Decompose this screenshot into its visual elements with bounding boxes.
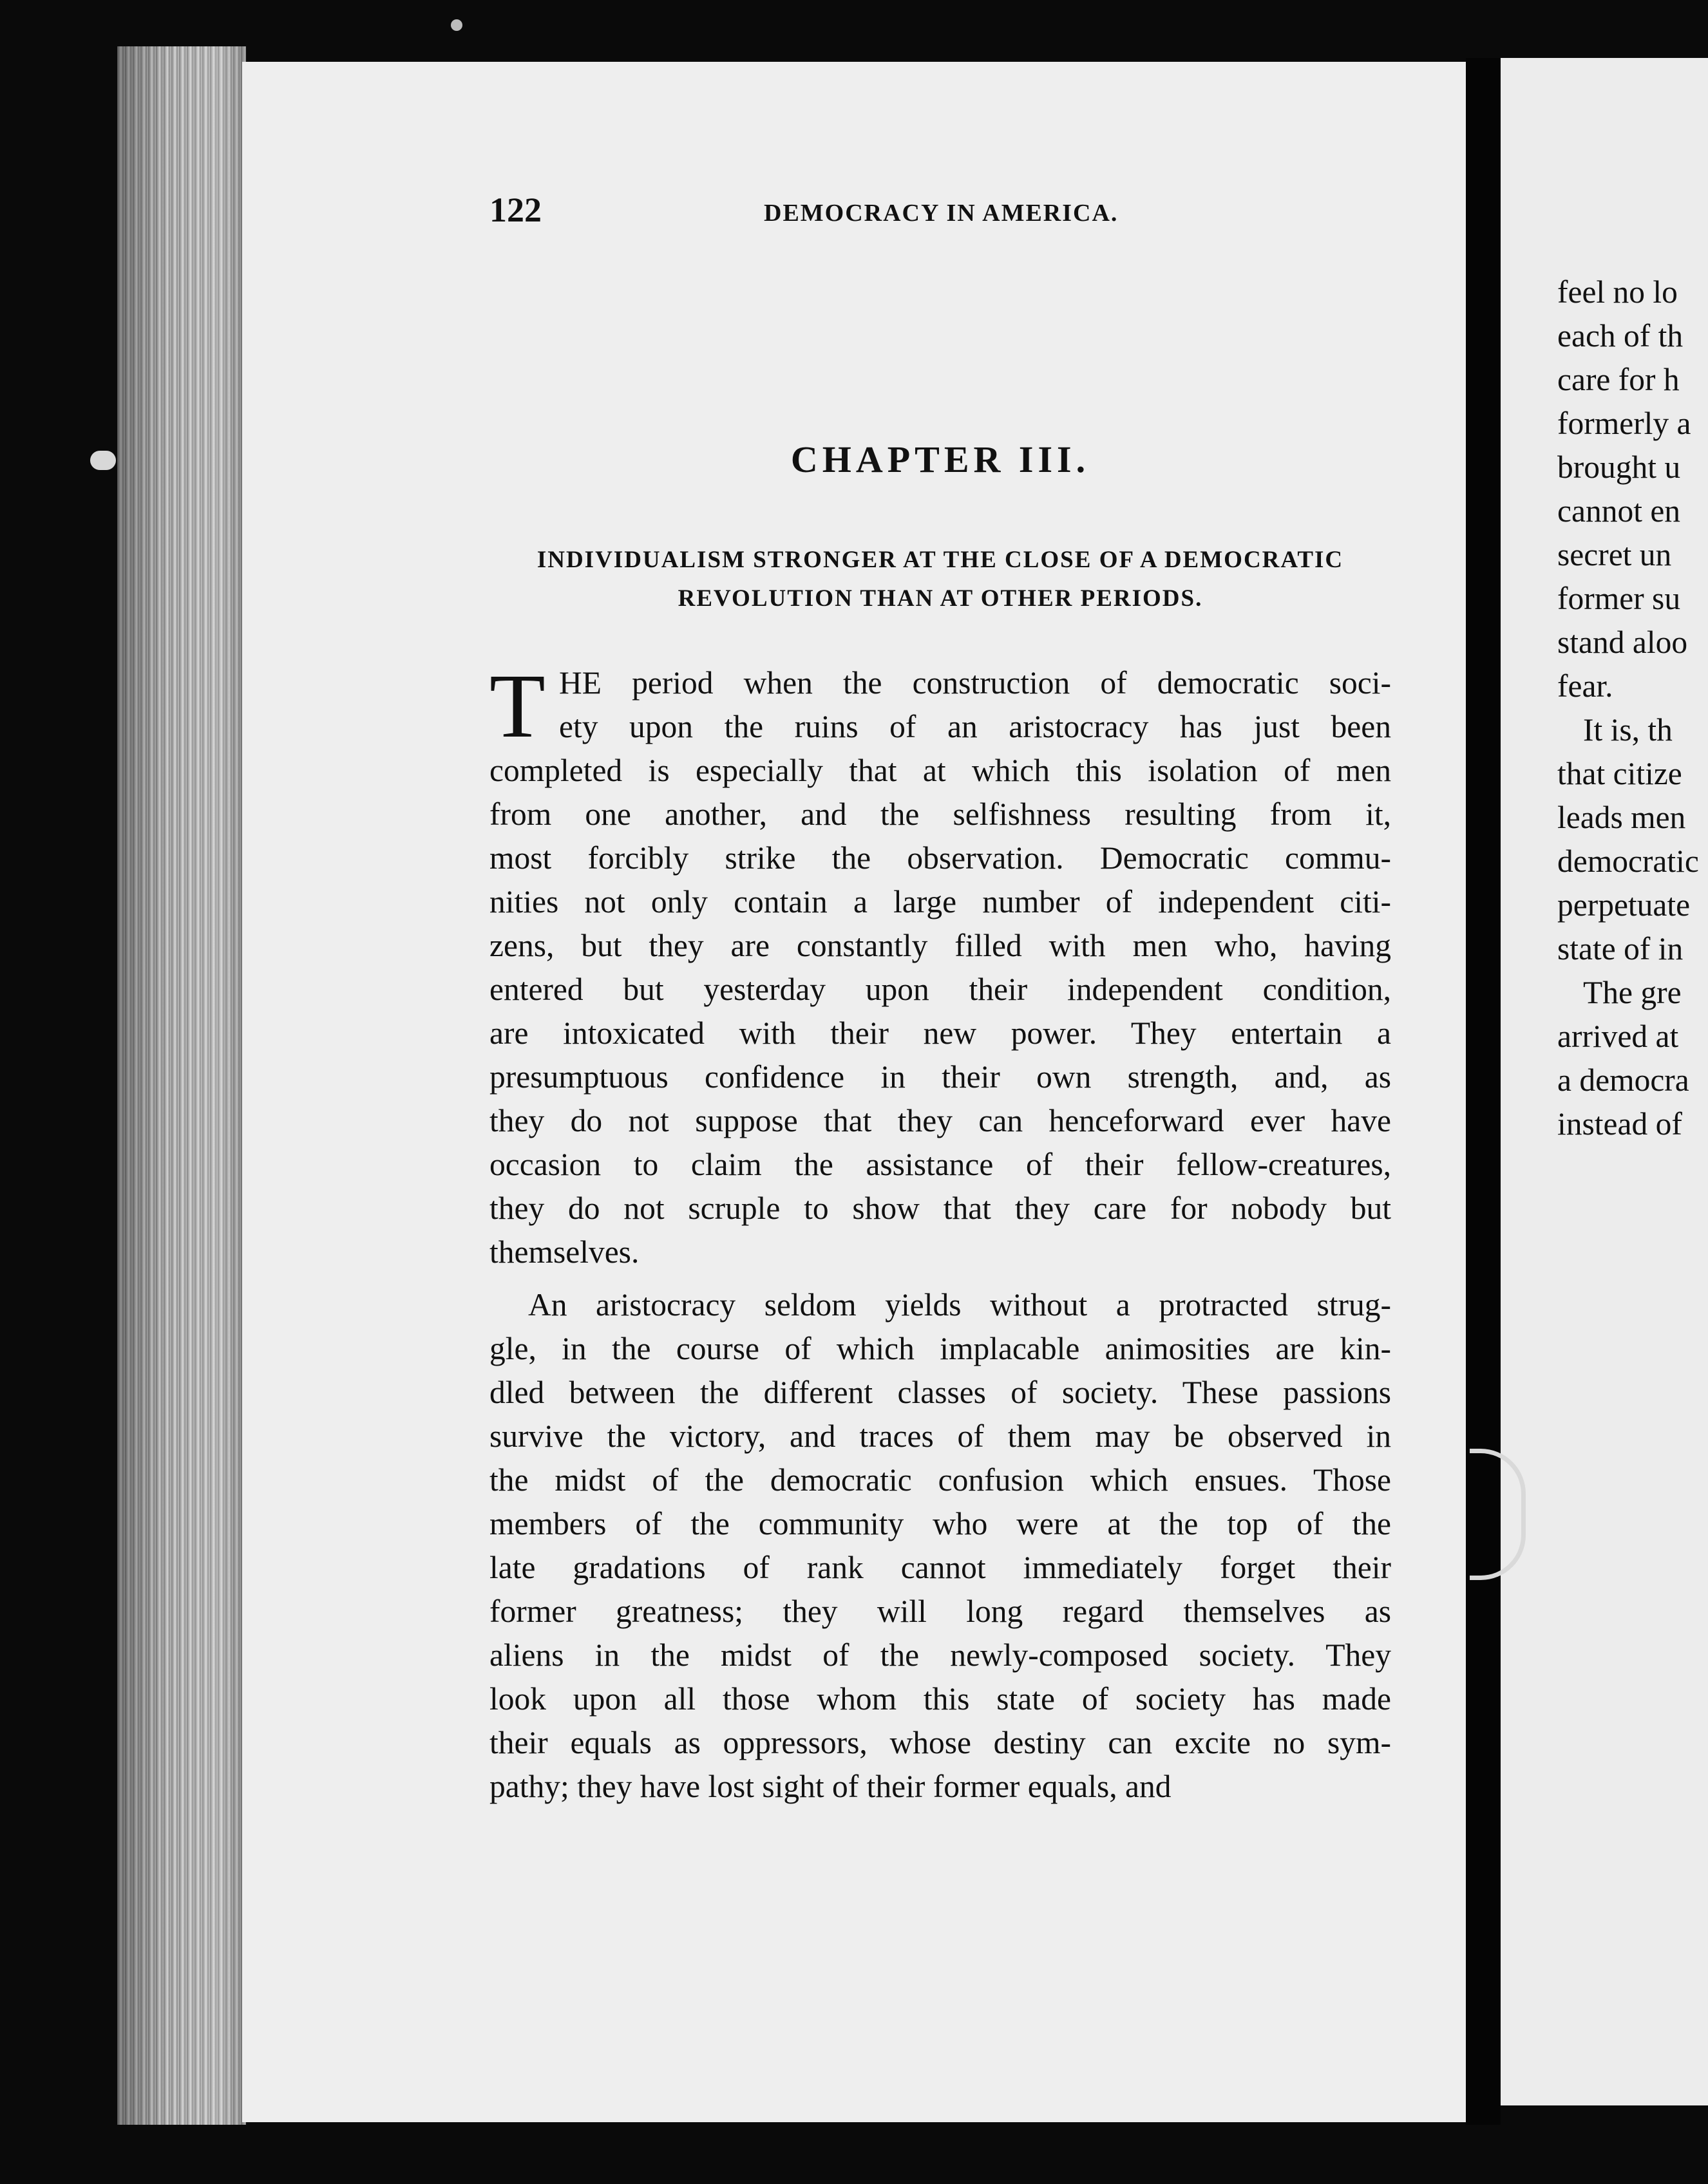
scan-speck	[451, 19, 462, 31]
facing-text-line: democratic	[1557, 843, 1699, 879]
text-line: gle, in the course of which implacable animosities are kin-	[489, 1331, 1391, 1366]
text-line: presumptuous confidence in their own strength, and, as	[489, 1059, 1391, 1095]
facing-text-line: a democra	[1557, 1062, 1689, 1098]
paragraph-1	[489, 655, 1391, 1274]
text-line: nities not only contain a large number of independent citi-	[489, 884, 1391, 919]
text-line: they do not scruple to show that they care for nobody but	[489, 1191, 1391, 1226]
facing-text-line: feel no lo	[1557, 274, 1678, 310]
facing-text-line: formerly a	[1557, 406, 1691, 441]
facing-text-line: instead of	[1557, 1106, 1682, 1142]
chapter-subtitle-line: INDIVIDUALISM STRONGER AT THE CLOSE OF A DEMOCRATIC	[536, 547, 1344, 573]
facing-text-line: former su	[1557, 581, 1681, 616]
text-line: dled between the different classes of society. These passions	[489, 1375, 1391, 1410]
text-line: most forcibly strike the observation. Democratic commu-	[489, 840, 1391, 876]
facing-text-line: cannot en	[1557, 493, 1681, 529]
body-text	[489, 655, 1391, 1809]
text-line: from one another, and the selfishness resulting from it,	[489, 796, 1391, 832]
facing-text-line: perpetuate	[1557, 887, 1691, 923]
text-line: themselves.	[489, 1234, 640, 1270]
facing-text-line: arrived at	[1557, 1019, 1679, 1054]
facing-text-line: each of th	[1557, 318, 1684, 353]
facing-text-line: brought u	[1557, 449, 1681, 485]
text-line: pathy; they have lost sight of their former equals, and	[489, 1769, 1172, 1804]
facing-text-line: It is, th	[1583, 712, 1673, 748]
facing-page-text	[1557, 270, 1708, 1146]
facing-text-line: that citize	[1557, 756, 1682, 791]
facing-page	[1501, 58, 1708, 2105]
text-line: ety upon the ruins of an aristocracy has just been	[559, 709, 1391, 744]
text-line: they do not suppose that they can henceforward ever have	[489, 1103, 1391, 1138]
facing-text-line: care for h	[1557, 362, 1680, 397]
running-title: DEMOCRACY IN AMERICA.	[764, 200, 1119, 227]
chapter-subtitle-line: REVOLUTION THAN AT OTHER PERIODS.	[678, 585, 1203, 612]
scan-speck	[90, 451, 116, 470]
paragraph-2	[489, 1283, 1391, 1809]
running-head	[489, 190, 1391, 235]
chapter-subtitle	[489, 541, 1391, 618]
binding-clip	[1470, 1449, 1526, 1580]
text-line: completed is especially that at which this isolation of men	[489, 753, 1391, 788]
text-line: late gradations of rank cannot immediately forget their	[489, 1550, 1391, 1585]
text-line: are intoxicated with their new power. They entertain a	[489, 1015, 1391, 1051]
book-gutter	[1466, 58, 1501, 2125]
text-line: look upon all those whom this state of society has made	[489, 1681, 1391, 1717]
facing-text-line: state of in	[1557, 931, 1684, 966]
text-line: the midst of the democratic confusion which ensues. Those	[489, 1462, 1391, 1498]
chapter-title: CHAPTER III.	[790, 438, 1090, 480]
text-line: HE period when the construction of democratic soci-	[559, 665, 1391, 701]
text-line: occasion to claim the assistance of their fellow-creatures,	[489, 1147, 1391, 1182]
facing-text-line: The gre	[1583, 975, 1682, 1010]
text-line: zens, but they are constantly filled with men who, having	[489, 928, 1391, 963]
text-line: entered but yesterday upon their independent condition,	[489, 972, 1391, 1007]
text-line: their equals as oppressors, whose destiny can excite no sym-	[489, 1725, 1391, 1760]
facing-text-line: secret un	[1557, 537, 1672, 572]
page-block-shade	[117, 46, 246, 2125]
facing-text-line: fear.	[1557, 668, 1613, 704]
page-number: 122	[489, 191, 542, 229]
drop-cap: T	[489, 655, 546, 757]
facing-text-line: leads men	[1557, 800, 1686, 835]
text-line: aliens in the midst of the newly-composed society. They	[489, 1637, 1391, 1673]
text-line: former greatness; they will long regard themselves as	[489, 1594, 1391, 1629]
facing-text-line: stand aloo	[1557, 625, 1688, 660]
text-line: survive the victory, and traces of them may be observed in	[489, 1418, 1391, 1454]
text-line: An aristocracy seldom yields without a protracted strug-	[528, 1287, 1391, 1323]
text-line: members of the community who were at the top of the	[489, 1506, 1391, 1541]
